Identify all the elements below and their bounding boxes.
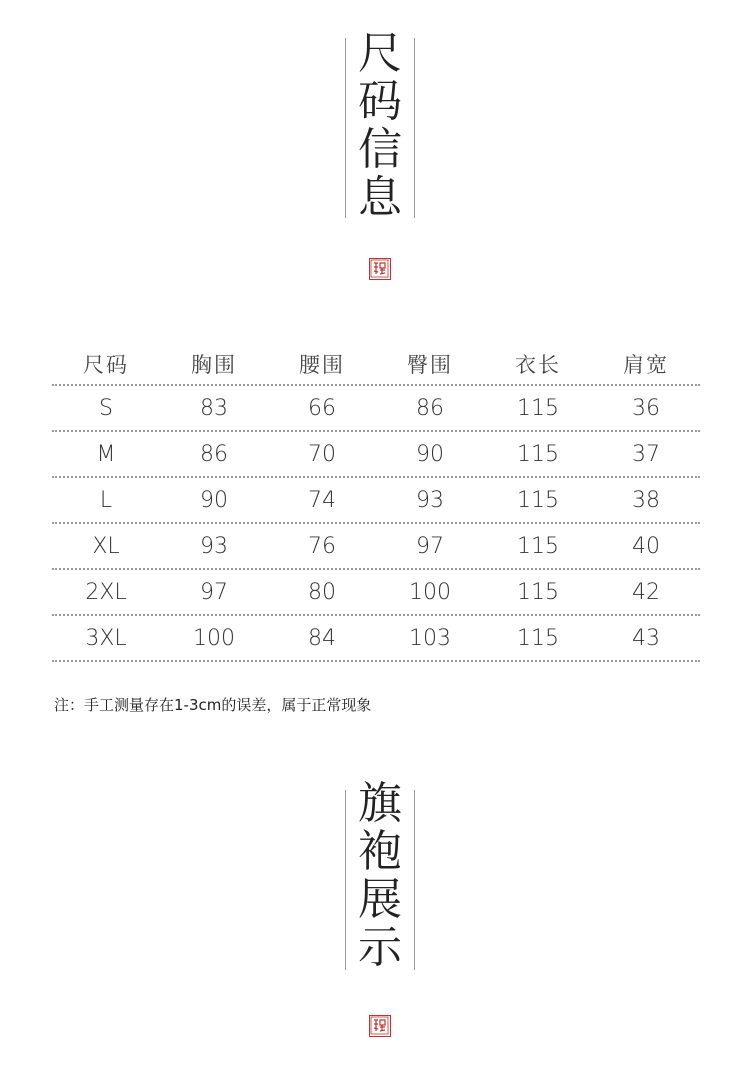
table-cell: 83	[200, 395, 228, 421]
table-cell: 115	[517, 441, 559, 467]
qipao-display-title	[345, 778, 415, 973]
table-cell: 66	[308, 395, 336, 421]
title-char: 息	[358, 172, 402, 223]
table-cell: 115	[517, 487, 559, 513]
table-cell: 3XL	[85, 625, 127, 651]
table-cell: 97	[416, 533, 444, 559]
table-cell: 86	[200, 441, 228, 467]
red-seal-stamp	[369, 1015, 391, 1037]
table-cell: 93	[416, 487, 444, 513]
table-row	[52, 478, 700, 524]
table-cell: 97	[200, 579, 228, 605]
table-cell: 37	[632, 441, 660, 467]
table-row	[52, 570, 700, 616]
size-table	[52, 344, 700, 662]
table-cell: 103	[409, 625, 451, 651]
title-char: 码	[358, 76, 402, 127]
table-cell: S	[99, 395, 113, 421]
title-char: 袍	[358, 826, 402, 877]
table-row	[52, 386, 700, 432]
table-cell: 115	[517, 625, 559, 651]
table-cell: 74	[308, 487, 336, 513]
header-cell: 臀围	[407, 353, 453, 377]
header-cell: 胸围	[191, 353, 237, 377]
table-row	[52, 616, 700, 662]
table-cell: 42	[632, 579, 660, 605]
title-char: 尺	[358, 28, 402, 79]
table-cell: 86	[416, 395, 444, 421]
table-cell: 115	[517, 579, 559, 605]
table-cell: 43	[632, 625, 660, 651]
title-char: 展	[358, 874, 402, 925]
table-cell: 2XL	[85, 579, 127, 605]
header-cell: 衣长	[515, 353, 561, 377]
table-cell: 93	[200, 533, 228, 559]
measurement-note: 注：手工测量存在1-3cm的误差，属于正常现象	[54, 696, 372, 714]
table-cell: 38	[632, 487, 660, 513]
header-cell: 尺码	[83, 353, 129, 377]
size-info-title	[345, 28, 415, 223]
table-row	[52, 432, 700, 478]
table-cell: 70	[308, 441, 336, 467]
table-cell: 115	[517, 533, 559, 559]
table-cell: 76	[308, 533, 336, 559]
header-cell: 腰围	[299, 353, 345, 377]
table-cell: 80	[308, 579, 336, 605]
table-cell: 36	[632, 395, 660, 421]
table-cell: 90	[416, 441, 444, 467]
table-cell: 100	[409, 579, 451, 605]
title-char: 信	[358, 124, 402, 175]
title-char: 示	[358, 922, 402, 973]
table-cell: 40	[632, 533, 660, 559]
table-row	[52, 524, 700, 570]
title-char: 旗	[358, 778, 402, 829]
table-cell: 84	[308, 625, 336, 651]
table-cell: L	[99, 487, 113, 513]
table-cell: 115	[517, 395, 559, 421]
header-cell: 肩宽	[623, 353, 669, 377]
red-seal-stamp	[369, 258, 391, 280]
table-header-row	[52, 344, 700, 386]
table-cell: XL	[92, 533, 120, 559]
table-cell: M	[96, 441, 116, 467]
table-cell: 100	[193, 625, 235, 651]
table-cell: 90	[200, 487, 228, 513]
